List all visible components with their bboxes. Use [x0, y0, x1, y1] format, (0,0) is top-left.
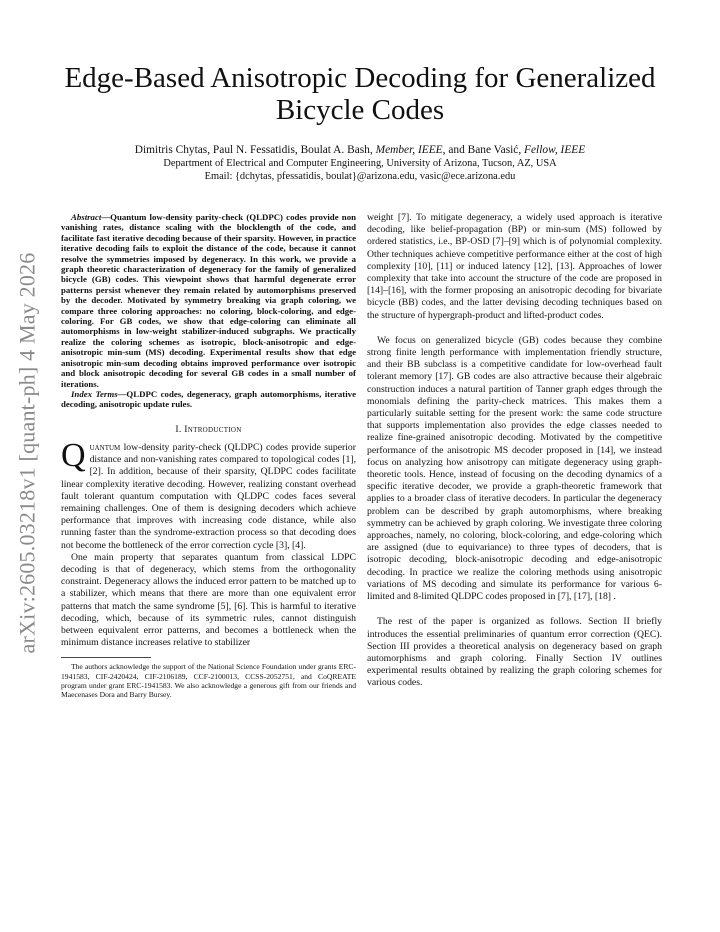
right-column: [367, 212, 662, 690]
lead-word: uantum: [89, 441, 121, 453]
abstract-label: Abstract: [71, 212, 102, 222]
intro-paragraph-5: The rest of the paper is organized as follows. Section II briefly introduces the essential preliminaries of quantum error correction (QEC). Section III provides a theoretical analysis on degeneracy based on graph automorphisms and graph coloring. Finally Section IV outlines experimental results obtained by realizing the graph coloring schemes for various codes.: [367, 616, 662, 689]
author-role-vasic: Fellow, IEEE: [524, 144, 586, 156]
intro-paragraph-3: weight [7]. To mitigate degeneracy, a widely used approach is iterative decoding, like belief-propagation (BP) or min-sum (MS) followed by ordered statistics, i.e., BP-OSD [7]–[9] which is of polynomial complexity. Other techniques achieve competitive performance either at the cost of high complexity [10], [11] or induced latency [12], [13]. Approaches of lower complexity that take into account the structure of the code are proposed in [14]–[16], with the former proposing an anisotropic decoding for bivariate bicycle (BB) codes, and the latter devising decoding techniques based on the structure of hypergraph-product and lifted-product codes.: [367, 212, 662, 321]
intro-paragraph-2: One main property that separates quantum from classical LDPC decoding is that of degeneracy, which stems from the orthogonality constraint. Degeneracy allows the induced error pattern to be matched up to a stabilizer, which means that there are more than one equivalent error patterns that match the same syndrome [5], [6]. This is harmful to iterative decoding, which, because of its symmetric rules, cannot distinguish between equivalent error patterns, and becomes a bottleneck when the minimum distance increases relative to stabilizer: [61, 551, 356, 649]
index-terms: [61, 389, 356, 410]
index-terms-label: Index Terms: [71, 388, 118, 399]
footnote-divider: [61, 657, 151, 658]
section-numeral: I.: [175, 423, 185, 435]
paper-title: Edge-Based Anisotropic Decoding for Generalized Bicycle Codes: [64, 62, 656, 126]
index-terms-text: —QLDPC codes, degeneracy, graph automorphisms, iterative decoding, anisotropic update rules.: [61, 388, 356, 410]
affiliation-line: Department of Electrical and Computer Engineering, University of Arizona, Tucson, AZ, USA: [163, 158, 557, 169]
section-title: Introduction: [184, 423, 242, 435]
author-names: Dimitris Chytas, Paul N. Fessatidis, Boulat A. Bash,: [134, 144, 376, 156]
abstract-text: —Quantum low-density parity-check (QLDPC) codes provide non vanishing rates, distance scaling with the blocklength of the code, and facilitate fast iterative decoding because of their sparsity. However, in practice iterative decoding fails to exploit the distance of the code, because it cannot resolve the symmetries imposed by degeneracy. In this work, we provide a graph theoretic characterization of degeneracy for the family of generalized bicycle (GB) codes. This viewpoint shows that harmful degenerate error patterns persist whenever they remain related by automorphisms preserved by the decoder. Motivated by symmetry breaking via graph coloring, we compare three coloring approaches: no coloring, block-coloring, and edge-coloring. For GB codes, we show that edge-coloring can eliminate all automorphisms in low-weight stabilizer-induced subgraphs. We practically realize the coloring schemes as isotropic, block-anisotropic and edge-anisotropic min-sum (MS) decoding. Experimental results show that edge anisotropic min-sum decoding obtains improved performance over isotropic and block anisotropic decoding for several GB codes in a small number of iterations.: [61, 212, 356, 389]
abstract: [61, 212, 356, 389]
intro-paragraph-1-text: low-density parity-check (QLDPC) codes provide superior distance and non-vanishing rates compared to topological codes [1], [2]. In addition, because of their sparsity, QLDPC codes facilitate linear complexity iterative decoding. However, realizing constant overhead fault tolerant quantum computation with QLDPC codes faces several remaining challenges. One of them is designing decoders which achieve performance that improves with increasing code distance, while also running faster than the syndrome-extraction process so that decoding does not become the bottleneck of the error correction cycle [3], [4].: [61, 441, 356, 551]
author-role-bash: Member, IEEE,: [375, 144, 446, 156]
intro-paragraph-4: We focus on generalized bicycle (GB) codes because they combine strong finite length performance with implementation friendly structure, and their BB subclass is a competitive candidate for low-overhead fault tolerant memory [17]. GB codes are also attractive because their algebraic construction induces a natural partition of Tanner graph edges through the monomials defining the parity-check matrices. This makes them a particularly suitable setting for the present work: the same code structure that supports implementation also provides the edge classes needed to realize fine-grained anisotropic decoding. Motivated by the competitive performance of the anisotropic MS decoder proposed in [14], we instead focus on analyzing how anisotropy can mitigate degeneracy using graph-theoretic tools. Hence, instead of focusing on the decoding dynamics of a specific iterative decoder, we provide a graph-theoretic framework that applies to a broader class of iterative decoders. In particular the degeneracy problem can be described by graph automorphisms, where breaking symmetry can be achieved by graph coloring. We investigate three coloring approaches, namely, no coloring, block-coloring, and edge-coloring which are assigned (due to equivariance) to three types of decoders, that is isotropic decoding, block-anisotropic decoding and edge-anisotropic decoding. In practice we realize the coloring methods using anisotropic variations of MS decoding and simulate its performance for various 6-limited and 8-limited QLDPC codes proposed in [7], [17], [18] .: [367, 334, 662, 603]
arxiv-identifier-text: arXiv:2605.03218v1 [quant-ph] 4 May 2026: [14, 252, 40, 654]
paragraph-gap: [367, 603, 662, 616]
paragraph-gap: [367, 322, 662, 335]
drop-cap: Q: [61, 436, 86, 474]
author-conjunction: and Bane Vasić,: [445, 144, 525, 156]
arxiv-identifier-stamp: [4, 248, 50, 658]
affiliation-block: [60, 157, 660, 183]
author-list: [60, 143, 660, 157]
intro-paragraph-1: [61, 436, 356, 552]
email-line: Email: {dchytas, pfessatidis, boulat}@arizona.edu, vasic@ece.arizona.edu: [204, 171, 516, 182]
left-column: [61, 212, 356, 699]
section-heading-introduction: [61, 424, 356, 436]
footnote-funding: The authors acknowledge the support of the National Science Foundation under grants ERC-1941583, CIF-2420424, CIF-2106189, CCF-2100013, CCSS-2052751, and CoQREATE program under grant ERC-1941583. We also acknowledge a generous gift from our friends and Maecenases Dora and Barry Bursey.: [61, 662, 356, 699]
